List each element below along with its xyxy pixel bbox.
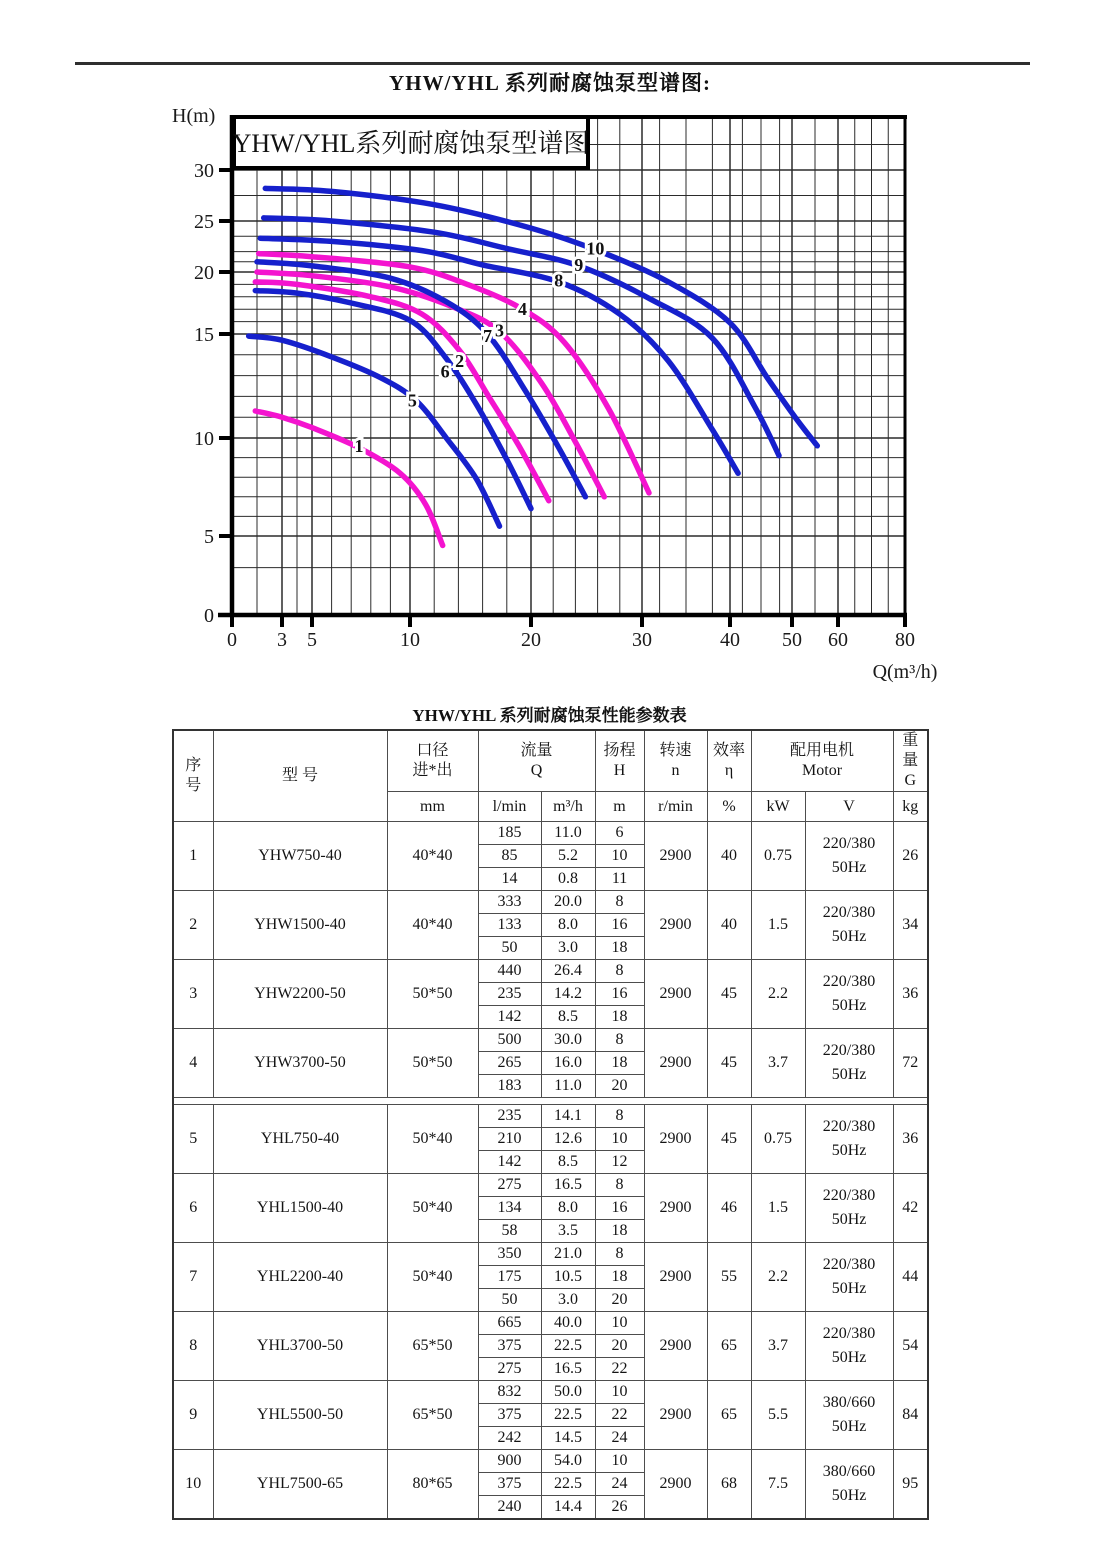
cell-flow-m3h: 8.5 [541, 1151, 595, 1174]
cell-no: 9 [173, 1381, 213, 1450]
table-header [173, 730, 928, 822]
cell-power-kw: 2.2 [751, 1243, 805, 1312]
cell-speed: 2900 [644, 1450, 707, 1520]
col-header-motor: 配用电机 Motor [751, 730, 893, 792]
cell-flow-lmin: 275 [478, 1174, 541, 1197]
cell-flow-lmin: 350 [478, 1243, 541, 1266]
cell-head: 22 [595, 1358, 644, 1381]
cell-weight: 34 [893, 891, 928, 960]
cell-flow-lmin: 375 [478, 1404, 541, 1427]
cell-bore: 50*40 [387, 1105, 478, 1174]
curve-label-3: 3 [495, 320, 505, 341]
cell-efficiency: 45 [707, 1105, 751, 1174]
cell-head: 10 [595, 1381, 644, 1404]
cell-head: 20 [595, 1335, 644, 1358]
cell-efficiency: 68 [707, 1450, 751, 1520]
cell-head: 22 [595, 1404, 644, 1427]
pump-row-10-line1 [173, 1450, 928, 1473]
cell-head: 18 [595, 937, 644, 960]
cell-flow-lmin: 275 [478, 1358, 541, 1381]
unit-eff: % [707, 792, 751, 822]
cell-flow-m3h: 40.0 [541, 1312, 595, 1335]
cell-flow-m3h: 3.0 [541, 1289, 595, 1312]
pump-row-1-line1 [173, 822, 928, 845]
voltage-line: 220/380 [822, 904, 876, 921]
unit-flow-m3h: m³/h [541, 792, 595, 822]
cell-speed: 2900 [644, 1381, 707, 1450]
cell-model: YHL2200-40 [213, 1243, 387, 1312]
cell-voltage [805, 891, 893, 960]
cell-flow-lmin: 375 [478, 1473, 541, 1496]
cell-model: YHL5500-50 [213, 1381, 387, 1450]
cell-no: 4 [173, 1029, 213, 1098]
col-header-model: 型 号 [213, 730, 387, 822]
cell-flow-lmin: 50 [478, 1289, 541, 1312]
cell-weight: 72 [893, 1029, 928, 1098]
cell-flow-m3h: 14.5 [541, 1427, 595, 1450]
cell-weight: 54 [893, 1312, 928, 1381]
curve-label-4: 4 [518, 299, 528, 320]
cell-flow-m3h: 14.2 [541, 983, 595, 1006]
unit-motor-v: V [805, 792, 893, 822]
cell-flow-lmin: 85 [478, 845, 541, 868]
col-header-weight: 重量 G [893, 730, 928, 792]
y-tick-label: 20 [194, 262, 214, 284]
curve-label-8: 8 [554, 270, 564, 291]
cell-power-kw: 2.2 [751, 960, 805, 1029]
unit-head: m [595, 792, 644, 822]
cell-flow-lmin: 500 [478, 1029, 541, 1052]
cell-flow-m3h: 3.5 [541, 1220, 595, 1243]
voltage-line: 220/380 [822, 835, 876, 852]
x-tick-label: 80 [895, 629, 915, 651]
voltage-line: 50Hz [831, 1349, 867, 1366]
pump-row-4-line1 [173, 1029, 928, 1052]
pump-row-5-line1 [173, 1105, 928, 1128]
cell-head: 18 [595, 1266, 644, 1289]
cell-flow-m3h: 5.2 [541, 845, 595, 868]
cell-efficiency: 65 [707, 1312, 751, 1381]
x-tick-label: 3 [277, 629, 287, 651]
col-header-bore: 口径 进*出 [387, 730, 478, 792]
cell-flow-lmin: 50 [478, 937, 541, 960]
pump-curves [249, 188, 818, 545]
cell-model: YHL1500-40 [213, 1174, 387, 1243]
cell-flow-lmin: 375 [478, 1335, 541, 1358]
cell-flow-lmin: 235 [478, 1105, 541, 1128]
cell-head: 16 [595, 1197, 644, 1220]
pump-parameters-table [172, 729, 929, 1520]
cell-no: 7 [173, 1243, 213, 1312]
voltage-line: 50Hz [831, 997, 867, 1014]
cell-speed: 2900 [644, 891, 707, 960]
cell-model: YHL750-40 [213, 1105, 387, 1174]
col-header-speed: 转速 n [644, 730, 707, 792]
voltage-line: 50Hz [831, 859, 867, 876]
page-title: YHW/YHL 系列耐腐蚀泵型谱图: [389, 71, 711, 95]
cell-flow-lmin: 134 [478, 1197, 541, 1220]
cell-head: 8 [595, 1105, 644, 1128]
x-tick-label: 5 [307, 629, 317, 651]
cell-flow-lmin: 14 [478, 868, 541, 891]
cell-no: 10 [173, 1450, 213, 1520]
cell-flow-lmin: 142 [478, 1151, 541, 1174]
cell-power-kw: 0.75 [751, 822, 805, 891]
cell-flow-m3h: 14.4 [541, 1496, 595, 1520]
unit-speed: r/min [644, 792, 707, 822]
cell-bore: 50*50 [387, 1029, 478, 1098]
y-tick-label: 25 [194, 211, 214, 233]
cell-flow-lmin: 242 [478, 1427, 541, 1450]
cell-efficiency: 46 [707, 1174, 751, 1243]
cell-flow-m3h: 26.4 [541, 960, 595, 983]
cell-bore: 80*65 [387, 1450, 478, 1520]
cell-efficiency: 40 [707, 822, 751, 891]
cell-flow-m3h: 16.0 [541, 1052, 595, 1075]
y-tick-label: 30 [194, 160, 214, 182]
cell-flow-m3h: 30.0 [541, 1029, 595, 1052]
unit-motor-kw: kW [751, 792, 805, 822]
cell-model: YHW1500-40 [213, 891, 387, 960]
cell-flow-m3h: 12.6 [541, 1128, 595, 1151]
cell-flow-m3h: 22.5 [541, 1404, 595, 1427]
cell-bore: 50*40 [387, 1174, 478, 1243]
cell-flow-lmin: 133 [478, 914, 541, 937]
pump-row-3-line1 [173, 960, 928, 983]
cell-model: YHL3700-50 [213, 1312, 387, 1381]
voltage-line: 50Hz [831, 1487, 867, 1504]
voltage-line: 220/380 [822, 1187, 876, 1204]
cell-flow-m3h: 10.5 [541, 1266, 595, 1289]
cell-efficiency: 65 [707, 1381, 751, 1450]
cell-flow-lmin: 142 [478, 1006, 541, 1029]
cell-speed: 2900 [644, 1312, 707, 1381]
cell-weight: 95 [893, 1450, 928, 1520]
pump-row-8-line1 [173, 1312, 928, 1335]
voltage-line: 50Hz [831, 928, 867, 945]
cell-speed: 2900 [644, 960, 707, 1029]
curve-label-1: 1 [354, 435, 364, 456]
voltage-line: 50Hz [831, 1418, 867, 1435]
voltage-line: 380/660 [822, 1463, 876, 1480]
curve-label-10: 10 [586, 238, 605, 259]
voltage-line: 220/380 [822, 1118, 876, 1135]
x-tick-label: 60 [828, 629, 848, 651]
cell-efficiency: 45 [707, 1029, 751, 1098]
cell-head: 18 [595, 1006, 644, 1029]
x-tick-label: 50 [782, 629, 802, 651]
cell-head: 8 [595, 960, 644, 983]
x-axis-label: Q(m³/h) [872, 661, 938, 683]
cell-efficiency: 45 [707, 960, 751, 1029]
cell-bore: 50*40 [387, 1243, 478, 1312]
curve-label-6: 6 [440, 361, 450, 382]
voltage-line: 380/660 [822, 1394, 876, 1411]
cell-head: 11 [595, 868, 644, 891]
cell-flow-m3h: 54.0 [541, 1450, 595, 1473]
pump-row-2-line1 [173, 891, 928, 914]
cell-head: 16 [595, 983, 644, 1006]
cell-head: 8 [595, 1174, 644, 1197]
cell-power-kw: 1.5 [751, 891, 805, 960]
cell-efficiency: 40 [707, 891, 751, 960]
cell-head: 8 [595, 1029, 644, 1052]
table-title: YHW/YHL 系列耐腐蚀泵性能参数表 [412, 706, 687, 725]
cell-voltage [805, 822, 893, 891]
voltage-line: 50Hz [831, 1066, 867, 1083]
pump-curve-1 [255, 411, 442, 546]
cell-head: 18 [595, 1052, 644, 1075]
cell-head: 10 [595, 1312, 644, 1335]
cell-model: YHL7500-65 [213, 1450, 387, 1520]
cell-flow-lmin: 58 [478, 1220, 541, 1243]
cell-voltage [805, 1381, 893, 1450]
cell-head: 26 [595, 1496, 644, 1520]
cell-flow-lmin: 265 [478, 1052, 541, 1075]
cell-voltage [805, 1450, 893, 1520]
cell-flow-m3h: 8.0 [541, 914, 595, 937]
y-tick-label: 15 [194, 324, 214, 346]
pump-type-spectrum-chart [0, 0, 1100, 700]
cell-speed: 2900 [644, 1105, 707, 1174]
group-separator-row [173, 1098, 928, 1105]
cell-speed: 2900 [644, 822, 707, 891]
voltage-line: 220/380 [822, 1325, 876, 1342]
cell-flow-m3h: 50.0 [541, 1381, 595, 1404]
cell-bore: 50*50 [387, 960, 478, 1029]
cell-model: YHW2200-50 [213, 960, 387, 1029]
cell-flow-m3h: 8.5 [541, 1006, 595, 1029]
cell-model: YHW750-40 [213, 822, 387, 891]
cell-weight: 42 [893, 1174, 928, 1243]
pump-curve-3 [257, 272, 604, 497]
cell-weight: 36 [893, 960, 928, 1029]
pump-row-9-line1 [173, 1381, 928, 1404]
cell-flow-m3h: 16.5 [541, 1174, 595, 1197]
voltage-line: 50Hz [831, 1142, 867, 1159]
col-header-no: 序 号 [173, 730, 213, 822]
cell-flow-lmin: 185 [478, 822, 541, 845]
unit-weight: kg [893, 792, 928, 822]
unit-bore: mm [387, 792, 478, 822]
cell-weight: 36 [893, 1105, 928, 1174]
cell-voltage [805, 1029, 893, 1098]
cell-flow-m3h: 22.5 [541, 1473, 595, 1496]
cell-flow-m3h: 20.0 [541, 891, 595, 914]
cell-power-kw: 0.75 [751, 1105, 805, 1174]
cell-weight: 26 [893, 822, 928, 891]
table-body [173, 822, 928, 1520]
cell-head: 24 [595, 1473, 644, 1496]
cell-flow-m3h: 0.8 [541, 868, 595, 891]
cell-speed: 2900 [644, 1174, 707, 1243]
cell-flow-m3h: 22.5 [541, 1335, 595, 1358]
cell-head: 10 [595, 845, 644, 868]
curve-label-9: 9 [574, 254, 584, 275]
cell-voltage [805, 1312, 893, 1381]
cell-no: 6 [173, 1174, 213, 1243]
cell-head: 18 [595, 1220, 644, 1243]
voltage-line: 220/380 [822, 1256, 876, 1273]
cell-head: 12 [595, 1151, 644, 1174]
cell-bore: 65*50 [387, 1381, 478, 1450]
voltage-line: 220/380 [822, 973, 876, 990]
cell-flow-lmin: 240 [478, 1496, 541, 1520]
cell-no: 3 [173, 960, 213, 1029]
cell-no: 2 [173, 891, 213, 960]
cell-power-kw: 3.7 [751, 1312, 805, 1381]
x-tick-label: 0 [227, 629, 237, 651]
voltage-line: 50Hz [831, 1280, 867, 1297]
x-tick-label: 20 [521, 629, 541, 651]
cell-efficiency: 55 [707, 1243, 751, 1312]
cell-voltage [805, 1105, 893, 1174]
cell-head: 10 [595, 1450, 644, 1473]
cell-no: 1 [173, 822, 213, 891]
cell-flow-m3h: 3.0 [541, 937, 595, 960]
group-separator-cell [173, 1098, 928, 1105]
pump-row-6-line1 [173, 1174, 928, 1197]
cell-power-kw: 5.5 [751, 1381, 805, 1450]
chart-title: YHW/YHL系列耐腐蚀泵型谱图 [232, 129, 590, 158]
cell-head: 20 [595, 1289, 644, 1312]
cell-bore: 65*50 [387, 1312, 478, 1381]
cell-flow-m3h: 11.0 [541, 1075, 595, 1098]
cell-flow-lmin: 210 [478, 1128, 541, 1151]
curve-label-7: 7 [482, 326, 492, 347]
cell-head: 16 [595, 914, 644, 937]
cell-flow-lmin: 832 [478, 1381, 541, 1404]
cell-no: 5 [173, 1105, 213, 1174]
cell-voltage [805, 1174, 893, 1243]
cell-head: 20 [595, 1075, 644, 1098]
y-axis-label: H(m) [172, 105, 216, 127]
cell-power-kw: 7.5 [751, 1450, 805, 1520]
cell-power-kw: 3.7 [751, 1029, 805, 1098]
col-header-flow: 流量 Q [478, 730, 595, 792]
cell-speed: 2900 [644, 1029, 707, 1098]
y-tick-label: 5 [204, 526, 214, 548]
cell-flow-m3h: 14.1 [541, 1105, 595, 1128]
cell-model: YHW3700-50 [213, 1029, 387, 1098]
cell-speed: 2900 [644, 1243, 707, 1312]
cell-weight: 84 [893, 1381, 928, 1450]
cell-head: 6 [595, 822, 644, 845]
curve-label-2: 2 [455, 351, 465, 372]
cell-head: 24 [595, 1427, 644, 1450]
unit-flow-lmin: l/min [478, 792, 541, 822]
chart-title-box [233, 117, 590, 168]
cell-head: 8 [595, 891, 644, 914]
cell-flow-lmin: 183 [478, 1075, 541, 1098]
cell-head: 8 [595, 1243, 644, 1266]
cell-voltage [805, 1243, 893, 1312]
y-tick-label: 10 [194, 428, 214, 450]
cell-head: 10 [595, 1128, 644, 1151]
cell-power-kw: 1.5 [751, 1174, 805, 1243]
cell-flow-lmin: 665 [478, 1312, 541, 1335]
cell-flow-m3h: 16.5 [541, 1358, 595, 1381]
cell-flow-lmin: 235 [478, 983, 541, 1006]
pump-row-7-line1 [173, 1243, 928, 1266]
x-tick-label: 40 [720, 629, 740, 651]
x-tick-label: 30 [632, 629, 652, 651]
cell-flow-lmin: 900 [478, 1450, 541, 1473]
chart-tick-labels [172, 105, 937, 683]
cell-flow-m3h: 21.0 [541, 1243, 595, 1266]
voltage-line: 50Hz [831, 1211, 867, 1228]
cell-bore: 40*40 [387, 822, 478, 891]
cell-bore: 40*40 [387, 891, 478, 960]
x-tick-label: 10 [400, 629, 420, 651]
col-header-head: 扬程 H [595, 730, 644, 792]
cell-no: 8 [173, 1312, 213, 1381]
voltage-line: 220/380 [822, 1042, 876, 1059]
cell-flow-lmin: 175 [478, 1266, 541, 1289]
pump-curve-10 [265, 188, 817, 445]
cell-flow-lmin: 440 [478, 960, 541, 983]
cell-voltage [805, 960, 893, 1029]
y-tick-label: 0 [204, 605, 214, 627]
cell-flow-m3h: 8.0 [541, 1197, 595, 1220]
col-header-efficiency: 效率 η [707, 730, 751, 792]
cell-flow-m3h: 11.0 [541, 822, 595, 845]
curve-label-5: 5 [407, 390, 417, 411]
pump-curve-9 [264, 218, 779, 456]
cell-weight: 44 [893, 1243, 928, 1312]
cell-flow-lmin: 333 [478, 891, 541, 914]
